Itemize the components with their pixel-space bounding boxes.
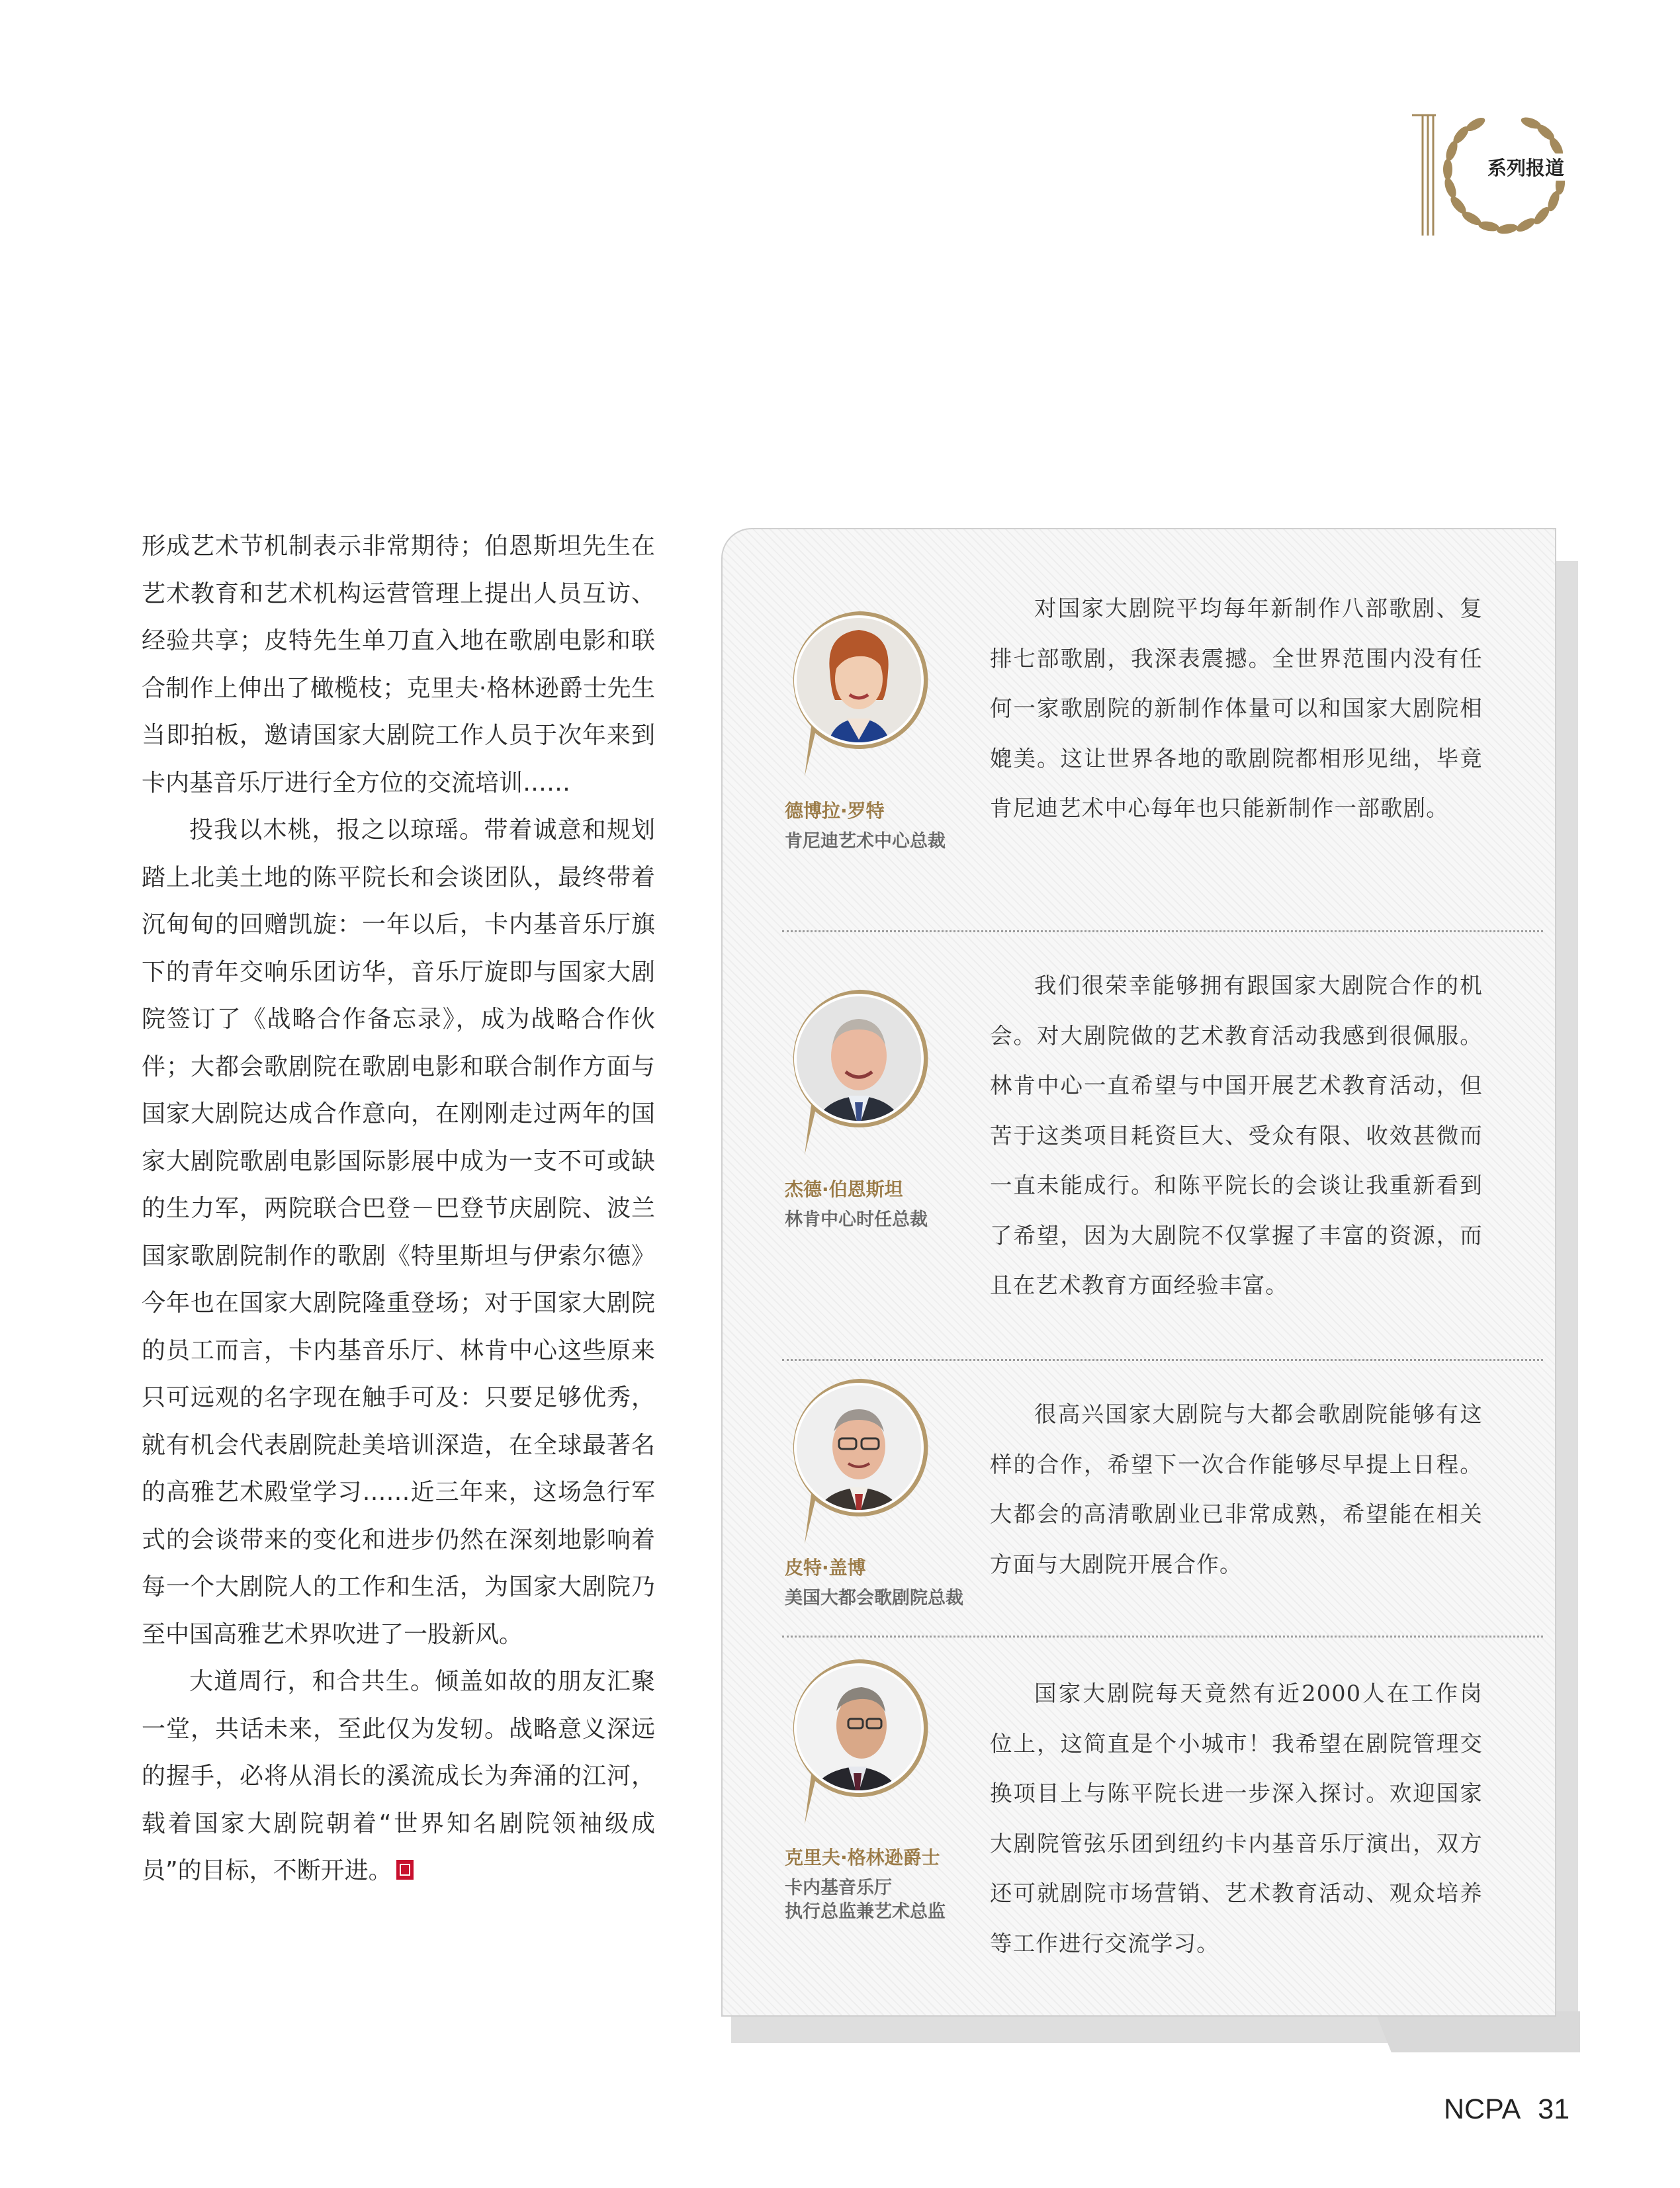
person-title-line: 林肯中心时任总裁 <box>785 1209 928 1230</box>
person-name: 杰德·伯恩斯坦 <box>785 1178 903 1200</box>
quote-text: 国家大剧院每天竟然有近2000人在工作岗位上，这简直是个小城市！我希望在剧院管理交换项目上与陈平院长进一步深入探讨。欢迎国家大剧院管弦乐团到纽约卡内基音乐厅演出，双方还可就剧院市场营销、艺术教育活动、观众培养等工作进行交流学习。 <box>990 1681 1483 1956</box>
divider <box>782 1636 1543 1638</box>
divider <box>782 1359 1543 1361</box>
quote-text: 我们很荣幸能够拥有跟国家大剧院合作的机会。对大剧院做的艺术教育活动我感到很佩服。林肯中心一直希望与中国开展艺术教育活动，但苦于这类项目耗资巨大、受众有限、收效甚微而一直未能成行。和陈平院长的会谈让我重新看到了希望，因为大剧院不仅掌握了丰富的资源，而且在艺术教育方面经验丰富。 <box>990 973 1483 1298</box>
series-logo <box>1409 112 1595 238</box>
quotes-panel <box>721 528 1556 2017</box>
page-number: 31 <box>1538 2093 1570 2125</box>
person-title-line: 执行总监兼艺术总监 <box>785 1902 946 1922</box>
article-paragraph: 投我以木桃，报之以琼瑶。带着诚意和规划踏上北美土地的陈平院长和会谈团队，最终带着沉甸甸的回赠凯旋：一年以后，卡内基音乐厅旗下的青年交响乐团访华，音乐厅旋即与国家大剧院签订了《战略合作备忘录》，成为战略合作伙伴；大都会歌剧院在歌剧电影和联合制作方面与国家大剧院达成合作意向，在刚刚走过两年的国家大剧院歌剧电影国际影展中成为一支不可或缺的生力军，两院联合巴登－巴登节庆剧院、波兰国家歌剧院制作的歌剧《特里斯坦与伊索尔德》今年也在国家大剧院隆重登场；对于国家大剧院的员工而言，卡内基音乐厅、林肯中心这些原来只可远观的名字现在触手可及：只要足够优秀，就有机会代表剧院赴美培训深造，在全球最著名的高雅艺术殿堂学习……近三年来，这场急行军式的会谈带来的变化和进步仍然在深刻地影响着每一个大剧院人的工作和生活，为国家大剧院乃至中国高雅艺术界吹进了一股新风。 <box>142 816 655 1648</box>
person-name: 克里夫·格林逊爵士 <box>785 1847 940 1868</box>
quote-text: 对国家大剧院平均每年新制作八部歌剧、复排七部歌剧，我深表震撼。全世界范围内没有任何一家歌剧院的新制作体量可以和国家大剧院相媲美。这让世界各地的歌剧院都相形见绌，毕竟肯尼迪艺术中心每年也只能新制作一部歌剧。 <box>990 595 1483 821</box>
article-paragraph: 形成艺术节机制表示非常期待；伯恩斯坦先生在艺术教育和艺术机构运营管理上提出人员互访、经验共享；皮特先生单刀直入地在歌剧电影和联合制作上伸出了橄榄枝；克里夫·格林逊爵士先生当即拍板，邀请国家大剧院工作人员于次年来到卡内基音乐厅进行全方位的交流培训…… <box>142 533 655 797</box>
series-label: 系列报道 <box>1483 153 1568 181</box>
article-paragraph-text: 大道周行，和合共生。倾盖如故的朋友汇聚一堂，共话未来，至此仅为发轫。战略意义深远的握手，必将从涓长的溪流成长为奔涌的江河，载着国家大剧院朝着“世界知名剧院领袖级成员”的目标，不断开进。 <box>142 1668 655 1884</box>
person-title-line: 肯尼迪艺术中心总裁 <box>785 831 946 852</box>
page-footer <box>1444 2093 1569 2126</box>
quote-text: 很高兴国家大剧院与大都会歌剧院能够有这样的合作，希望下一次合作能够尽早提上日程。大都会的高清歌剧业已非常成熟，希望能在相关方面与大剧院开展合作。 <box>990 1401 1483 1577</box>
person-title <box>785 1587 963 1610</box>
ncpa-logo-icon <box>396 1860 414 1880</box>
magazine-name: NCPA <box>1444 2093 1521 2125</box>
person-name: 德博拉·罗特 <box>785 800 885 822</box>
divider <box>782 930 1543 932</box>
person-title-line: 卡内基音乐厅 <box>785 1878 892 1898</box>
person-title <box>785 1208 928 1232</box>
person-title-line: 美国大都会歌剧院总裁 <box>785 1588 963 1608</box>
person-name: 皮特·盖博 <box>785 1557 866 1579</box>
article-body <box>142 523 655 1895</box>
panel-page-curl <box>1375 2011 1580 2052</box>
article-paragraph <box>142 1658 655 1895</box>
avatar <box>786 607 938 781</box>
avatar <box>786 1375 938 1548</box>
avatar <box>786 986 938 1159</box>
person-title <box>785 830 946 853</box>
avatar <box>786 1655 938 1829</box>
person-title <box>785 1876 946 1924</box>
